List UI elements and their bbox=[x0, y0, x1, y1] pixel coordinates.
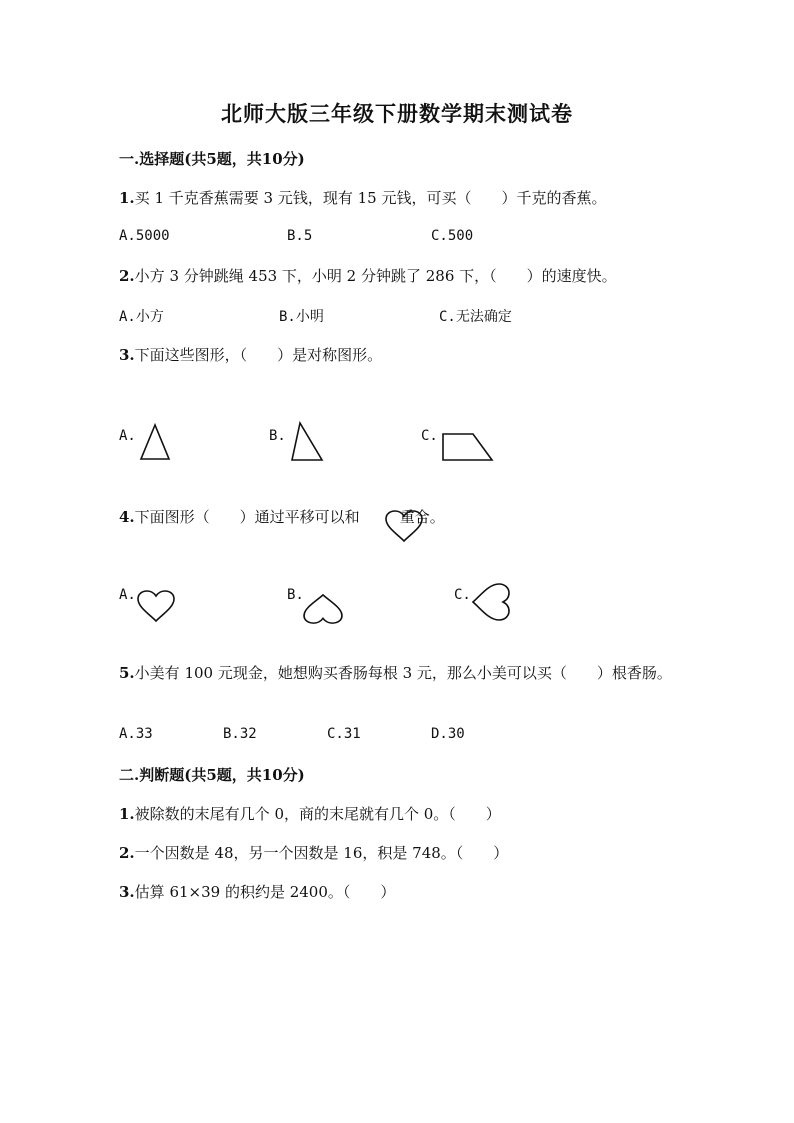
option-c: C.31 bbox=[327, 726, 361, 742]
question-text: 一个因数是 48，另一个因数是 16，积是 748。（ ） bbox=[134, 844, 509, 862]
question-text: 小方 3 分钟跳绳 453 下，小明 2 分钟跳了 286 下，（ ）的速度快。 bbox=[134, 267, 617, 285]
option-a: A.小方 bbox=[119, 309, 164, 325]
question-text: 下面这些图形，（ ）是对称图形。 bbox=[134, 346, 383, 364]
section-heading-choice: 一.选择题(共5题，共10分) bbox=[119, 150, 305, 168]
upside-down-heart-icon bbox=[303, 594, 343, 624]
question-3 bbox=[119, 344, 382, 365]
option-a: A.33 bbox=[119, 726, 153, 742]
option-b: B.32 bbox=[223, 726, 257, 742]
isosceles-triangle-icon bbox=[140, 424, 170, 460]
option-a: A. bbox=[119, 587, 136, 603]
question-1 bbox=[119, 187, 606, 208]
option-b: B.小明 bbox=[279, 309, 324, 325]
option-a: A. bbox=[119, 428, 136, 444]
question-5 bbox=[119, 663, 679, 684]
rotated-heart-icon bbox=[472, 582, 510, 622]
option-a: A.5000 bbox=[119, 228, 170, 244]
option-b: B. bbox=[287, 587, 304, 603]
option-b: B. bbox=[269, 428, 286, 444]
question-text: 估算 61×39 的积约是 2400。（ ） bbox=[134, 883, 396, 901]
judgement-question-1 bbox=[119, 803, 501, 824]
question-number: 2. bbox=[119, 844, 135, 862]
trapezoid-icon bbox=[441, 433, 495, 463]
question-text-end: 重合。 bbox=[399, 508, 445, 526]
option-b: B.5 bbox=[287, 228, 313, 244]
judgement-question-2 bbox=[119, 842, 508, 863]
question-2 bbox=[119, 265, 617, 286]
option-c: C.无法确定 bbox=[439, 309, 512, 325]
option-c: C. bbox=[421, 428, 438, 444]
page-title: 北师大版三年级下册数学期末测试卷 bbox=[221, 101, 573, 126]
question-number: 4. bbox=[119, 508, 135, 526]
question-text: 买 1 千克香蕉需要 3 元钱，现有 15 元钱，可买（ ）千克的香蕉。 bbox=[134, 189, 607, 207]
question-text: 下面图形（ ）通过平移可以和 bbox=[134, 508, 360, 526]
question-number: 3. bbox=[119, 346, 135, 364]
option-d: D.30 bbox=[431, 726, 465, 742]
question-number: 1. bbox=[119, 805, 135, 823]
question-text: 被除数的末尾有几个 0，商的末尾就有几个 0。（ ） bbox=[134, 805, 501, 823]
section-heading-judgement: 二.判断题(共5题，共10分) bbox=[119, 766, 305, 784]
heart-icon bbox=[385, 510, 423, 542]
question-number: 2. bbox=[119, 267, 135, 285]
question-text: 小美有 100 元现金，她想购买香肠每根 3 元，那么小美可以买（ ）根香肠。 bbox=[134, 664, 672, 682]
question-number: 1. bbox=[119, 189, 135, 207]
heart-icon bbox=[137, 590, 175, 622]
question-number: 5. bbox=[119, 664, 135, 682]
option-c: C. bbox=[454, 587, 471, 603]
option-c: C.500 bbox=[431, 228, 474, 244]
judgement-question-3 bbox=[119, 881, 395, 902]
question-number: 3. bbox=[119, 883, 135, 901]
right-triangle-icon bbox=[290, 422, 324, 462]
